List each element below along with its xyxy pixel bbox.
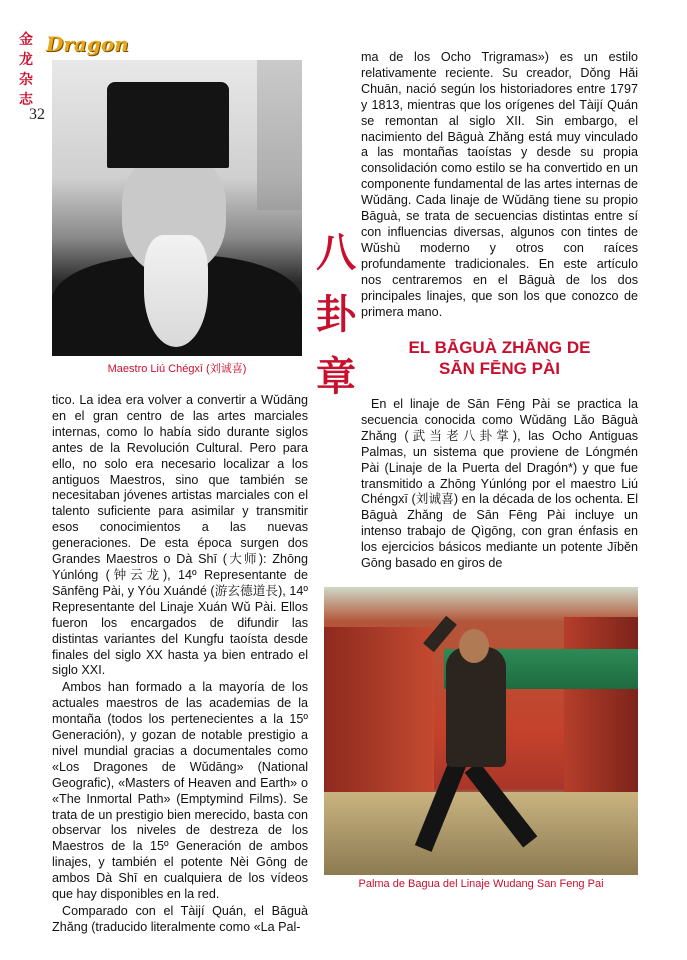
magazine-vertical-name [14,30,38,110]
title-char: 八 [316,229,356,276]
bagua-zhang-title [313,222,359,408]
magazine-logo: Dragon [46,32,129,56]
masthead-char: 志 [19,92,33,108]
background-tree [257,60,302,210]
figure-body [446,647,506,767]
master-portrait-photo [52,60,302,356]
figure-head [459,629,489,663]
stone-ground [324,792,638,875]
paragraph: Ambos han formado a la mayoría de los actuales maestros de las academias de la montaña (todos los pertenecientes a la 15º Generación), y gozan de notable prestigio a nivel mundial gracias a documentales como «Los Dragones de Wǔdāng» (National Geografic), «Masters of Heaven and Earth» o «The Inmortal Path» (Emptymind Films). Se trata de un prestigio bien merecido, basta con observar los niveles de destreza de los Maestros de la 15º Generación de ambos linajes, y también el potente Nèi Gōng de ambos Dà Shī en cualquiera de los vídeos que hay disponibles en la red. [52,680,308,902]
title-char: 章 [316,353,356,400]
beard-shape [144,235,208,347]
masthead-char: 龙 [19,52,33,68]
paragraph: tico. La idea era volver a convertir a Wǔdāng en el gran centro de las artes marciales internas, como lo había sido durante siglos antes de la Revolución Cultural. Pero para ello, no solo era necesario localizar a los antiguos Maestros, sino que también se necesitaban jóvenes artistas marciales con el talento suficiente para asimilar y transmitir esos conocimientos a las nuevas generaciones. De esta época surgen dos Grandes Maestros o Dà Shī (大师): Zhōng Yúnlóng (钟云龙), 14º Representante de Sānfēng Pài, y Yóu Xuándé (游玄德道長), 14º Representante del Linaje Xuán Wǔ Pài. Ellos fueron los encargados de difundir las distintas variantes del Kungfu taoísta desde finales del siglo XX hasta ya bien entrado el siglo XXI. [52,393,308,678]
paragraph: En el linaje de Sān Fēng Pài se practica la secuencia conocida como Wǔdāng Lǎo Bāguà Zhǎng (武当老八卦掌), las Ocho Antiguas Palmas, un sistema que proviene de Lóngmén Pài (Linaje de la Puerta del Dragón*) y que fue transmitido a Zhōng Yúnlóng por el maestro Liú Chéngxī (刘诚喜) en la década de los ochenta. El Bāguà Zhǎng de Sān Fēng Pài incluye un intenso trabajo de Qìgōng, con gran énfasis en los ejercicios básicos mediante un potente Jīběn Gōng basado en giros de [361,397,638,571]
masthead-char: 杂 [19,72,33,88]
right-text-column-bottom [361,397,638,572]
section-heading [361,337,638,379]
hat-shape [107,82,229,168]
section-heading-line: SĀN FĒNG PÀI [439,359,560,378]
section-heading-line: EL BĀGUÀ ZHĀNG DE [408,338,591,357]
title-char: 卦 [316,291,356,338]
masthead-char: 金 [19,32,33,48]
portrait-caption: Maestro Liú Chégxī (刘诚喜) [107,363,247,375]
bagua-palm-photo [324,587,638,875]
right-text-column-top [361,50,638,320]
left-text-column [52,393,308,936]
page-number: 32 [29,106,45,123]
paragraph: ma de los Ocho Trigramas») es un estilo relativamente reciente. Su creador, Dǒng Hǎi Chuān, nació según los historiadores entre 1797 y 1813, mientras que los orígenes del Tàijí Quán se remontan al siglo XII. Sin embargo, el nacimiento del Bāguà Zhǎng está muy vinculado a las montañas taoístas y desde su propia consolidación como estilo se ha convertido en un componente fundamental de las artes internas de Wǔdāng. Cada linaje de Wǔdāng tiene su propio Bāguà, se trata de secuencias distintas entre sí con influencias diversas, algunos con tintes de Wǔshù moderno y otros con raíces profundamente tradicionales. En este artículo nos centraremos en el Bāguà de los dos principales linajes, que son los que conozco de primera mano. [361,50,638,319]
paragraph: Comparado con el Tàijí Quán, el Bāguà Zhǎng (traducido literalmente como «La Pal- [52,904,308,934]
palm-photo-caption: Palma de Bagua del Linaje Wudang San Feng Pai [358,878,604,890]
